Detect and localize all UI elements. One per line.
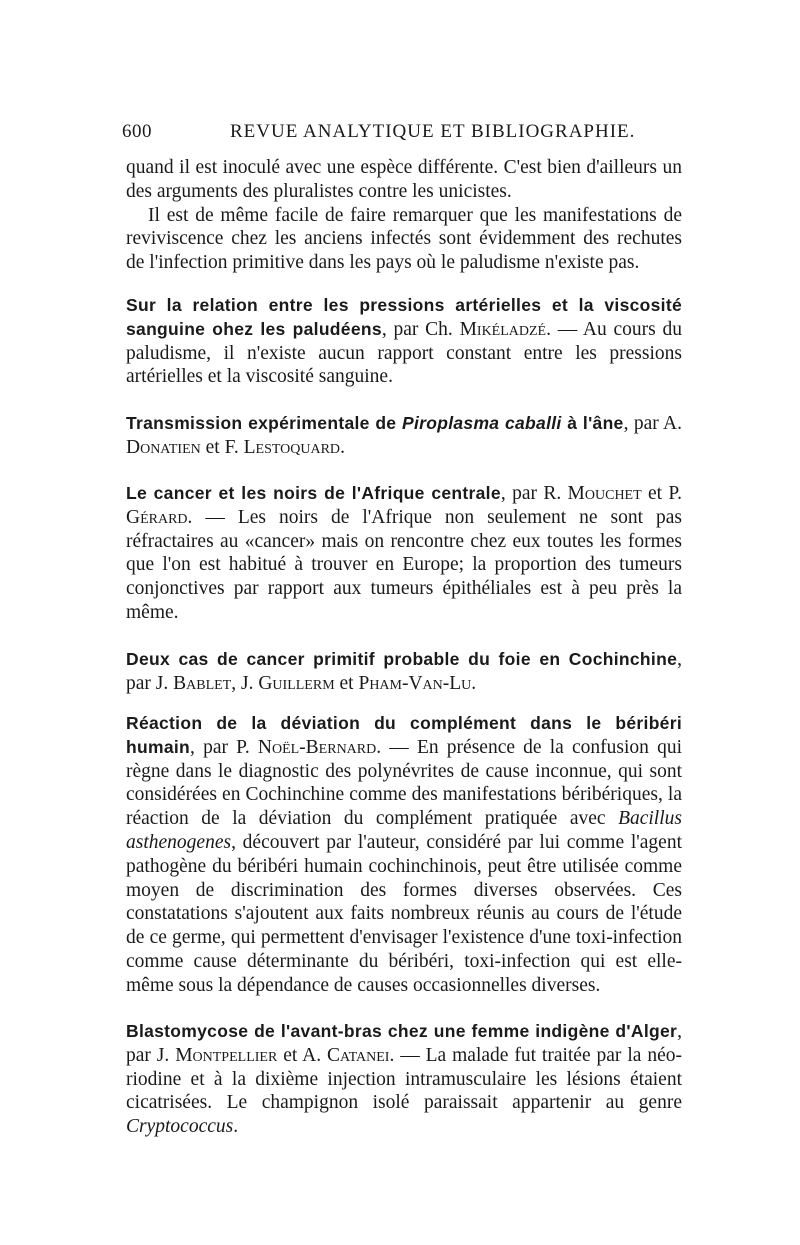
abstract-3-and: et P. [641,483,682,504]
abstract-6 [126,1020,682,1139]
abstract-2-title-a: Transmission expérimentale de [126,413,402,433]
abstract-4-author-3: Pham-Van-Lu [358,672,472,694]
abstract-3-body: . — Les noirs de l'Afrique non seulement ne sont pas réfractaires au «cancer» mais on rencontre chez eux toutes les formes que l'on est habitué à trouver en Europe; la proportion des tumeurs conjonctives par rapport aux tumeurs épithéliales est à peu près la même. [126,506,682,623]
page-number: 600 [122,121,152,142]
abstract-4-end: . [471,672,477,694]
abstract-6-by: , par J. [126,1021,682,1066]
abstract-2-text [126,412,682,460]
abstract-3-text [126,482,682,625]
abstract-3 [126,482,682,625]
abstract-6-genus-name: Cryptococcus [126,1116,234,1138]
abstract-4-by: , par J. [126,649,682,694]
abstract-5-text [126,712,682,998]
abstract-4-author-1: Bablet [173,672,232,694]
abstract-4-text [126,648,682,696]
running-header [122,118,682,146]
abstract-2-author-2: Lestoquard [243,436,341,458]
abstract-6-body-a: . — La malade fut traitée par la néo-riodine et à la dixième injection intramusculaire les lésions étaient cicatrisées. Le champignon isolé paraissait appartenir au genre [126,1044,682,1114]
running-title: REVUE ANALYTIQUE ET BIBLIOGRAPHIE. [230,121,636,142]
abstract-1-author: Mikéladzé [459,318,547,340]
abstract-4-author-2: Guillerm [258,672,335,694]
abstract-5-by: , par P. [190,736,258,758]
abstract-6-author-1: Montpellier [175,1044,278,1066]
intro-paragraph-1: quand il est inoculé avec une espèce différente. C'est bien d'ailleurs un des arguments des pluralistes contre les unicistes. [126,157,682,202]
abstract-6-title: Blastomycose de l'avant-bras chez une femme indigène d'Alger [126,1021,678,1041]
abstract-5-bacillus-name: Bacillus asthenogenes [126,808,682,853]
abstract-4-and: et [334,672,359,694]
abstract-1-body: . — Au cours du paludisme, il n'existe aucun rapport constant entre les pressions artérielles et la viscosité sanguine. [126,318,682,388]
abstract-1-title: Sur la relation entre les pressions artérielles et la viscosité sanguine ohez les paludéens [126,295,682,339]
abstract-5-title: Réaction de la déviation du complément dans le béribéri humain [126,713,682,757]
abstract-1 [126,294,682,389]
abstract-3-author-1: Mouchet [567,483,642,504]
abstract-3-title: Le cancer et les noirs de l'Afrique centrale [126,483,501,503]
abstract-4 [126,648,682,696]
abstract-4-title: Deux cas de cancer primitif probable du foie en Cochinchine [126,649,678,669]
abstract-2-author-1: Donatien [126,436,201,458]
abstract-2-title-b: à l'âne [561,413,624,433]
abstract-3-author-2: Gérard [126,506,188,528]
abstract-5 [126,712,682,998]
abstract-1-text [126,294,682,389]
intro-paragraph-2: Il est de même facile de faire remarquer que les manifestations de reviviscence chez les anciens infectés sont évidemment des rechutes de l'infection primitive dans les pays où le paludisme n'existe pas. [126,204,682,274]
abstract-2-title-italic: Piroplasma caballi [402,413,562,433]
abstract-5-body-a: . — En présence de la confusion qui règne dans le diagnostic des polynévrites de cause inconnue, qui sont considérées en Cochinchine comme des manifestations béribériques, la réaction de la déviation du complément pratiquée avec [126,736,682,830]
abstract-5-author: Noël-Bernard [257,736,377,758]
abstract-2-by: , par A. [623,413,682,434]
abstract-6-and: et A. [277,1044,327,1066]
abstract-5-body-b: , découvert par l'auteur, considéré par lui comme l'agent pathogène du béribéri humain cochinchinois, peut être utilisée comme moyen de discrimination des formes diverses observées. Ces constatations s'ajoutent aux faits nombreux réunis au cours de l'étude de ce germe, qui permettent d'envisager l'existence d'une toxi-infection comme cause déterminante du béribéri, toxi-infection qui est elle-même sous la dépendance de causes occasionnelles diverses. [126,831,682,996]
abstract-6-author-2: Catanei [327,1044,390,1066]
abstract-3-by: , par R. [500,483,568,504]
abstract-2-and: et F. [200,436,244,458]
abstract-6-text [126,1020,682,1139]
abstract-2-end: . [340,436,345,458]
abstract-2 [126,412,682,460]
abstract-1-by: , par Ch. [381,318,460,340]
abstract-6-end: . [233,1116,239,1138]
abstract-4-sep: , J. [231,672,259,694]
intro-block [126,156,682,275]
